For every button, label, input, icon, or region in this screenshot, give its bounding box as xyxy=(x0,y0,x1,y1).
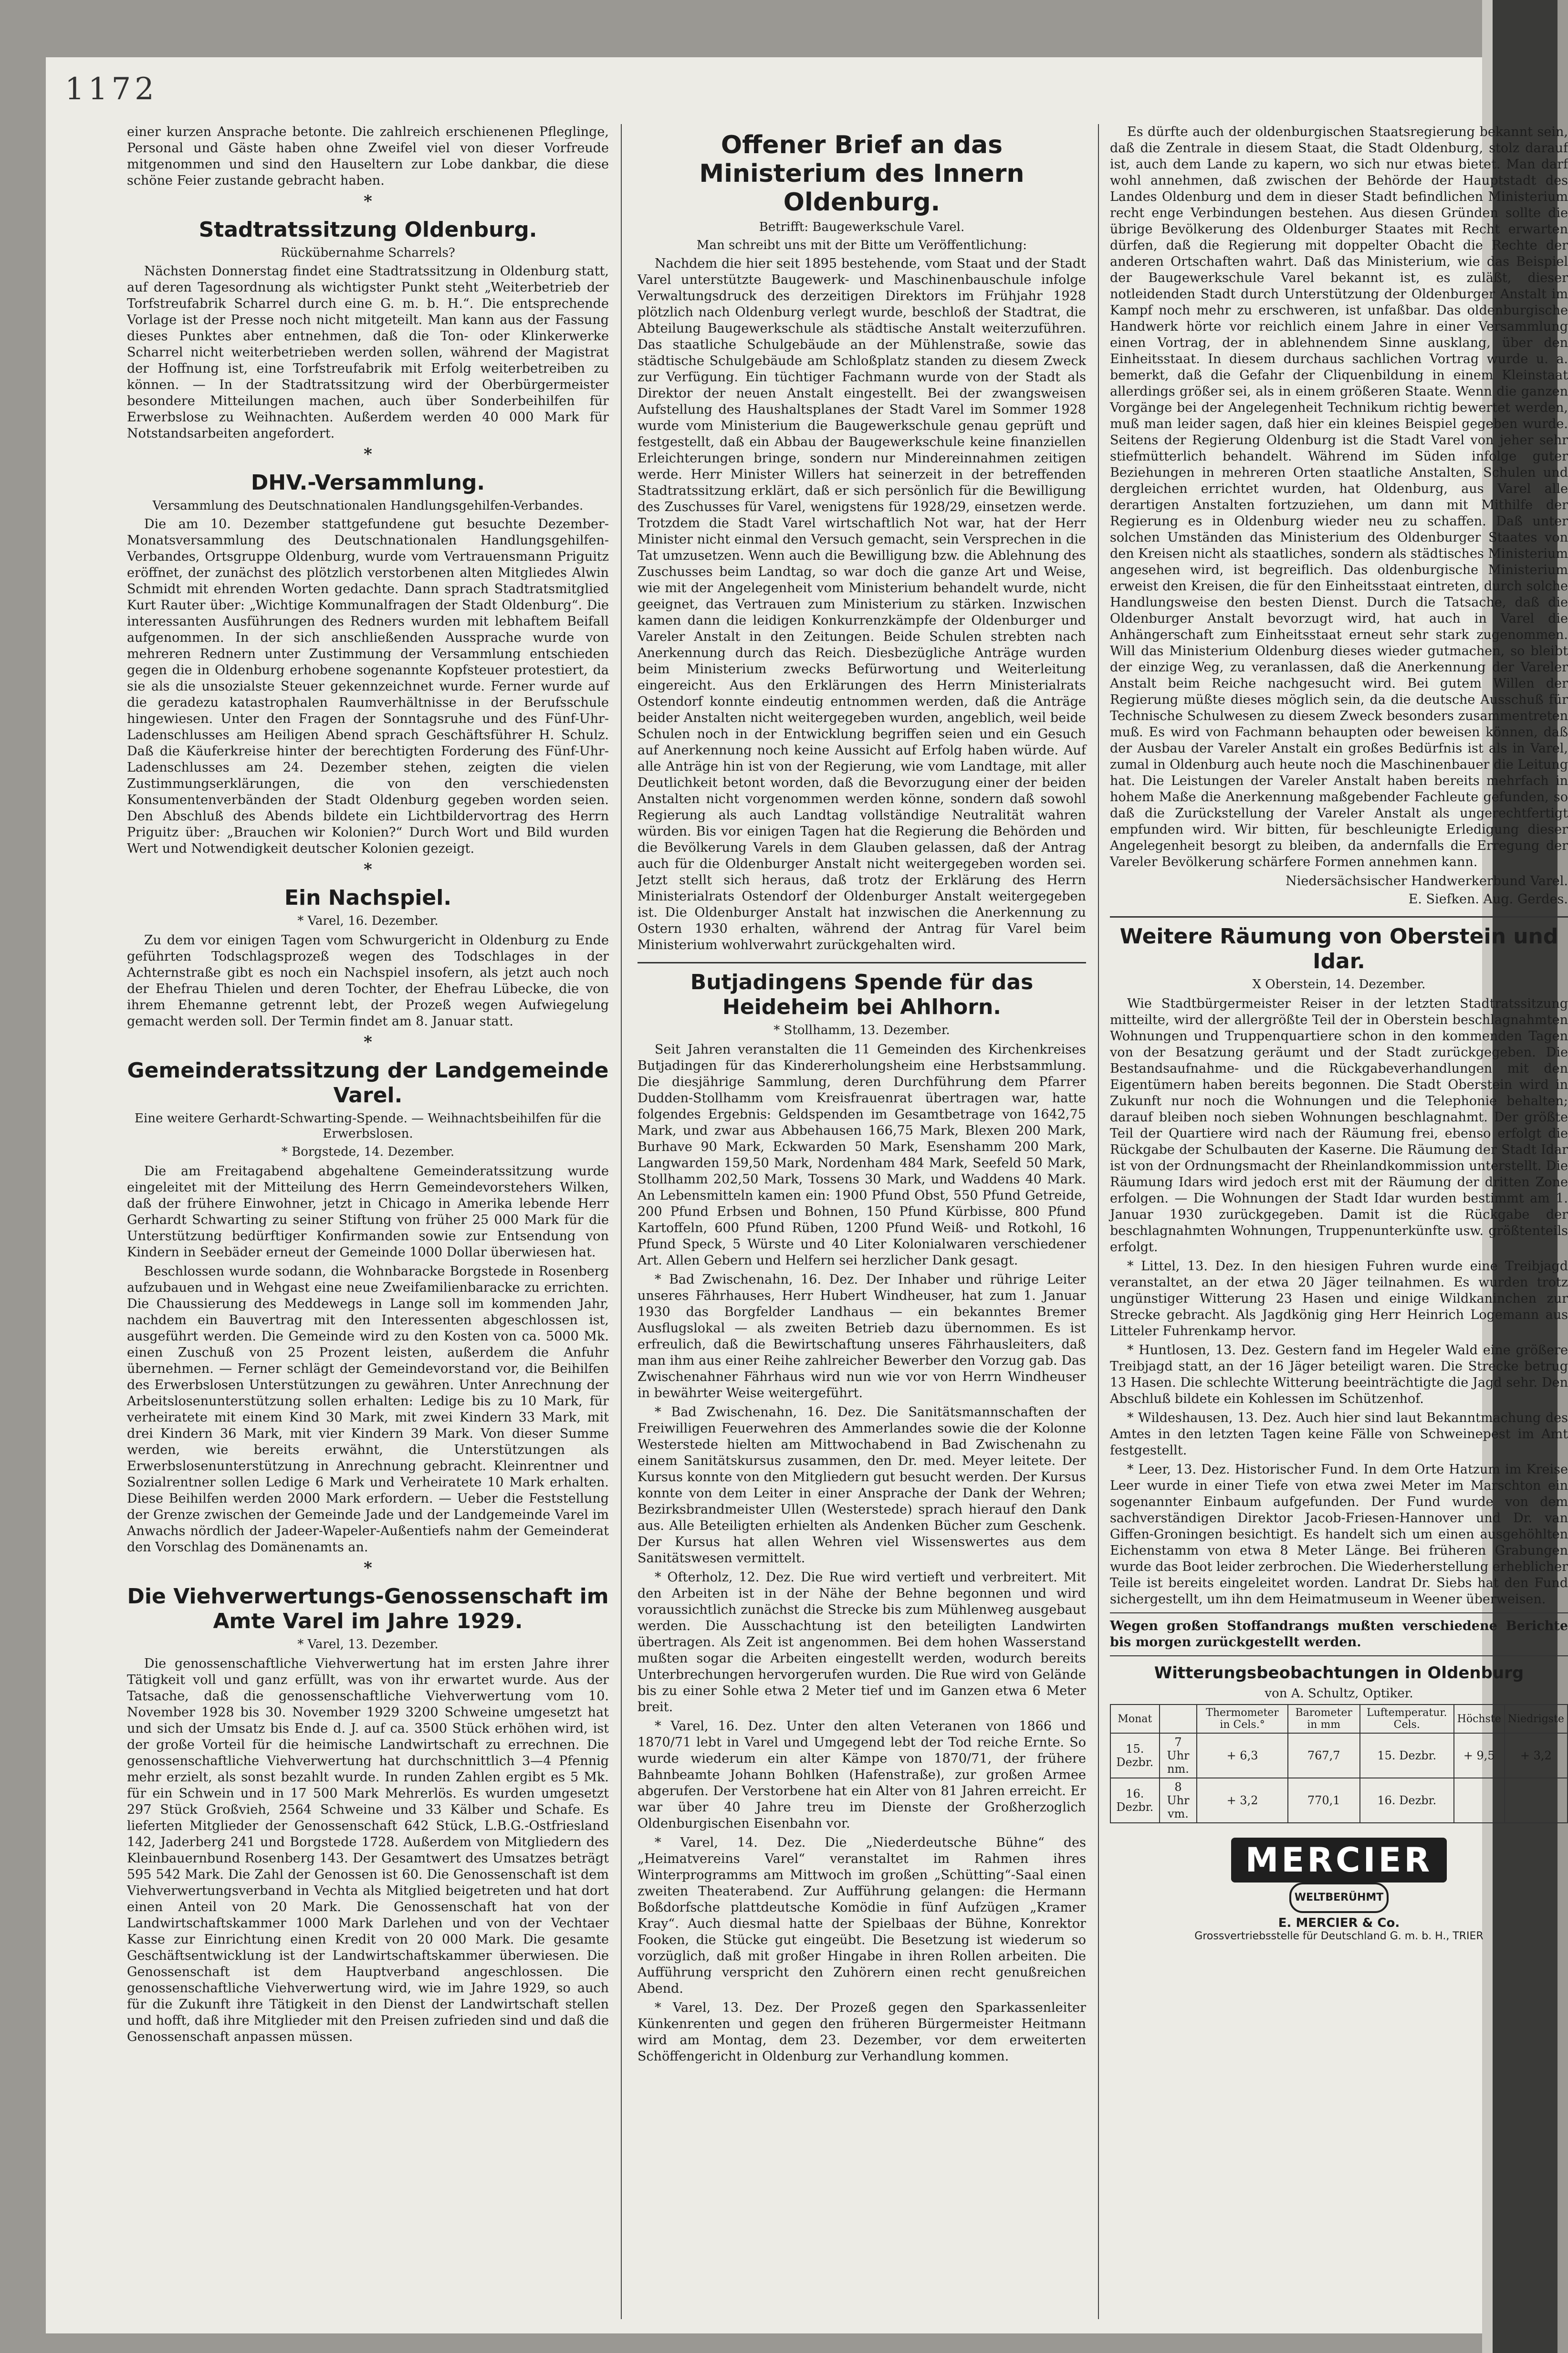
article-subtitle: Versammlung des Deutschnationalen Handlungsgehilfen-Verbandes. xyxy=(152,499,584,513)
weather-header-cell xyxy=(1160,1705,1197,1733)
weather-header-cell: Thermometer in Cels.° xyxy=(1197,1705,1287,1733)
weather-table xyxy=(1110,1704,1568,1823)
weather-header-cell: Luftemperatur. Cels. xyxy=(1360,1705,1454,1733)
weather-header-cell: Niedrigste xyxy=(1505,1705,1568,1733)
article-paragraph: * Varel, 16. Dez. Unter den alten Veteranen von 1866 und 1870/71 lebt in Varel und Umgegend lebt der Tod reiche Ernte. So wurde wiederum ein alter Kämpe von 1870/71, der frühere Bahnbeamte Johann Bohlken (Hafenstraße), zur großen Armee abgerufen. Der Verstorbene hat ein Alter von 81 Jahren erreicht. Er war über 40 Jahre treu im Dienste der Großherzoglich Oldenburgischen Eisenbahn vor. xyxy=(638,1719,1086,1831)
dateline: * Stollhamm, 13. Dezember. xyxy=(774,1023,950,1037)
article-title-dhv: DHV.-Versammlung. xyxy=(251,471,485,495)
table-cell xyxy=(1505,1778,1568,1823)
article-paragraph: * Leer, 13. Dez. Historischer Fund. In dem Orte Hatzum im Kreise Leer wurde in einer Tiefe von etwa zwei Meter im Marschton ein sogenannter Einbaum aufgefunden. Der Fund wurde von dem sachverständigen Direktor Jacob-Friesen-Hannover und Dr. van Giffen-Groningen besichtigt. Es handelt sich um einen ausgehöhlten Eichenstamm von etwa 8 Meter Länge. Bei früheren Grabungen wurde das Boot leider zerbrochen. Die Wiederherstellung erheblicher Teile ist bereits eingeleitet worden. Landrat Dr. Siebs hat den Fund sichergestellt, um ihn dem Heimatmuseum in Weener überweisen. xyxy=(1110,1462,1568,1607)
table-cell: 8 Uhr vm. xyxy=(1160,1778,1197,1823)
article-subtitle: Rückübernahme Scharrels? xyxy=(281,246,455,260)
article-paragraph: Nächsten Donnerstag findet eine Stadtratssitzung in Oldenburg statt, auf deren Tagesordnung als wichtigster Punkt steht „Weiterbetrieb der Torfstreufabrik Scharrel durch eine G. m. b. H.“. Die entsprechende Vorlage ist der Presse noch nicht mitgeteilt. Man kann aus der Fassung dieses Punktes aber entnehmen, daß die Ton- oder Klinkerwerke Scharrel nicht weiterbetrieben werden sollen, während der Magistrat der Hoffnung ist, eine Torfstreufabrik mit Erfolg weiterbetreiben zu können. — In der Stadtratssitzung wird der Oberbürgermeister besondere Mitteilungen machen, auch über Sonderbeihilfen für Erwerbslose zu Weihnachten. Außerdem werden 40 000 Mark für Notstandsarbeiten angefordert. xyxy=(127,264,609,441)
separator-star: * xyxy=(364,192,372,211)
table-cell: + 3,2 xyxy=(1505,1733,1568,1778)
table-cell: 7 Uhr nm. xyxy=(1160,1733,1197,1778)
section-divider xyxy=(638,962,1086,963)
article-paragraph: * Ofterholz, 12. Dez. Die Rue wird vertieft und verbreitert. Mit den Arbeiten ist in der Nähe der Behne begonnen und wird voraussichtlich zunächst die Strecke bis zum Mühlenweg ausgebaut werden. Die Ausschachtung ist den beteiligten Landwirten übertragen. Als Zeit ist angenommen. Bei dem hohen Wasserstand mußten sogar die Arbeiten eingestellt werden, wodurch bereits Unterbrechungen hervorgerufen wurden. Die Rue wird von Gelände bis zu einer Sohle etwa 2 Meter tief und im Ganzen etwa 6 Meter breit. xyxy=(638,1570,1086,1715)
table-cell: + 9,5 xyxy=(1454,1733,1505,1778)
article-paragraph: * Wildeshausen, 13. Dez. Auch hier sind laut Bekanntmachung des Amtes in den letzten Tagen keine Fälle von Schweinepest im Amt festgestellt. xyxy=(1110,1411,1568,1458)
article-title-vieh: Die Viehverwertungs-Genossenschaft im Amte Varel im Jahre 1929. xyxy=(127,1584,609,1633)
signature-names: E. Siefken. Aug. Gerdes. xyxy=(1408,892,1568,907)
separator-star: * xyxy=(364,445,372,464)
article-title-brief: Offener Brief an das Ministerium des Innern Oldenburg. xyxy=(699,131,1024,217)
article-subtitle: Eine weitere Gerhardt-Schwarting-Spende. — Weihnachtsbeihilfen für die Erwerbslosen. xyxy=(135,1111,601,1141)
weather-title: Witterungsbeobachtungen in Oldenburg xyxy=(1154,1663,1524,1683)
advertisement-company: E. MERCIER & Co. xyxy=(1278,1916,1400,1930)
article-paragraph: * Bad Zwischenahn, 16. Dez. Der Inhaber und rührige Leiter unseres Fährhauses, Herr Hubert Windheuser, hat zum 1. Januar 1930 das Borgfelder Landhaus — ein bekanntes Bremer Ausflugslokal — als zweiten Betrieb dazu übernommen. Es ist erfreulich, daß die Bewirtschaftung unseres Fährhausleiters, daß man ihm aus einer Reihe zahlreicher Bewerber den Vorzug gab. Das Zwischenahner Fährhaus wird nun wie vor von Herrn Windheuser in bewährter Weise weitergeführt. xyxy=(638,1272,1086,1401)
dateline: * Varel, 16. Dezember. xyxy=(297,914,439,928)
column-middle xyxy=(638,124,1086,2319)
signature-org: Niedersächsischer Handwerkerbund Varel. xyxy=(1286,874,1568,889)
article-paragraph: Es dürfte auch der oldenburgischen Staatsregierung bekannt sein, daß die Zentrale in diesem Staat, die Stadt Oldenburg, stolz darauf ist, auch dem Lande zu kapern, wo sich nur etwas bietet. Man darf wohl annehmen, daß zwischen der Behörde der Hauptstadt des Landes Oldenburg und dem in dieser Stadt befindlichen Ministerium recht enge Verbindungen bestehen. Aus diesen Gründen sollte die übrige Bevölkerung des Oldenburger Staates mit Recht erwarten dürfen, daß die Regierung mit doppelter Obacht die Rechte der anderen Ortschaften wahrt. Daß das Ministerium, wie das Beispiel der Baugewerkschule Varel bekannt ist, es zuläßt, dieser notleidenden Stadt durch Unterstützung der Oldenburger Anstalt im Kampf noch mehr zu erschweren, ist unfaßbar. Das oldenburgische Handwerk hörte vor reichlich einem Jahre in einer Versammlung einen Vortrag, der in ablehnendem Sinne ausklang, über den Einheitsstaat. In diesem durchaus sachlichen Vortrag wurde u. a. bemerkt, daß die Gefahr der Cliquenbildung in einem Kleinstaat allerdings größer sei, als in einem größeren Staate. Wenn die ganzen Vorgänge bei der Angelegenheit Technikum richtig bewertet werden, muß man leider sagen, daß hier ein kleines Beispiel gegeben wurde. Seitens der Regierung Oldenburg ist die Stadt Varel von jeher sehr stiefmütterlich behandelt. Während im Süden infolge guter Beziehungen in mehreren Orten staatliche Anstalten, Schulen und dergleichen errichtet wurden, hat Oldenburg, aus Varel alle derartigen Anstalten fortzuziehen, um dann mit Mithilfe der Regierung es in Oldenburg wieder neu zu schaffen. Daß unter solchen Umständen das Ministerium des Oldenburger Staates von den Kreisen nicht als staatliches, sondern als städtisches Ministerium angesehen wird, ist begreiflich. Das oldenburgische Ministerium erweist den Kreisen, die für den Einheitsstaat eintreten, durch solche Handlungsweise den besten Dienst. Durch die Tatsache, daß die Oldenburger Anstalt bevorzugt wird, hat auch in Varel die Anhängerschaft zum Einheitsstaat erneut sehr stark zugenommen. Will das Ministerium Oldenburg dieses wieder gutmachen, so bleibt der einzige Weg, zu veranlassen, daß die Anerkennung der Vareler Anstalt beim Reiche nachgesucht wird. Bei gutem Willen der Regierung müßte dieses möglich sein, da die deutsche Ausschuß für Technische Schulwesen zu diesem Zweck besonders zusammentreten muß. Es wird von Fachmann behaupten oder beweisen können, daß der Ausbau der Vareler Anstalt ein großes Bedürfnis ist als in Varel, zumal in Oldenburg auch heute noch die Maschinenbauer die Leitung hat. Die Leistungen der Vareler Anstalt haben bereits mehrfach in hohem Maße die Anerkennung maßgebender Fachleute gefunden, so daß die Zurückstellung der Vareler Anstalt als ungerechtfertigt empfunden wird. Wir bitten, für beschleunigte Erledigung dieser Angelegenheit besorgt zu bleiben, da andernfalls die Erregung der Vareler Bevölkerung schärfere Formen annehmen kann. xyxy=(1110,125,1568,869)
column-left xyxy=(127,124,609,2319)
column-rule xyxy=(621,124,622,2319)
article-title-gemeinderat: Gemeinderatssitzung der Landgemeinde Varel. xyxy=(127,1058,609,1108)
article-paragraph: Beschlossen wurde sodann, die Wohnbaracke Borgstede in Rosenberg aufzubauen und in Wehgast eine neue Zweifamilienbaracke zu errichten. Die Chaussierung des Meddewegs in Lange soll im kommenden Jahr, nachdem ein Bauvertrag mit den Interessenten abgeschlossen ist, ausgeführt werden. Die Gemeinde wird zu den Kosten von ca. 5000 Mk. einen Zuschuß von 25 Prozent leisten, außerdem die Anfuhr übernehmen. — Ferner schlägt der Gemeindevorstand vor, die Beihilfen des Erwerbslosen Unterstützungen zu gewähren. Unter Anrechnung der Arbeitslosenunterstützung sollen erhalten: Ledige bis zu 10 Mark, für verheiratete mit einem Kind 30 Mark, mit zwei Kindern 33 Mark, mit drei Kindern 36 Mark, mit vier Kindern 39 Mark. Von dieser Summe werden, wie bereits erwähnt, die Unterstützungen als Erwerbslosenunterstützung in Anrechnung gebracht. Kleinrentner und Sozialrentner sollen Ledige 6 Mark und Verheiratete 10 Mark erhalten. Diese Beihilfen werden 2000 Mark erfordern. — Ueber die Feststellung der Grenze zwischen der Gemeinde Jade und der Landgemeinde Varel im Anwachs nördlich der Jadeer-Wapeler-Außentiefs nahm der Gemeinderat den Vorschlag des Domänenamts an. xyxy=(127,1264,609,1555)
article-paragraph: Nachdem die hier seit 1895 bestehende, vom Staat und der Stadt Varel unterstützte Baugewerk- und Maschinenbauschule infolge Verwaltungsdruck des derzeitigen Direktors im Frühjahr 1928 plötzlich nach Oldenburg verlegt wurde, beschloß der Stadtrat, die Abteilung Baugewerkschule als städtische Anstalt weiterzuführen. Das staatliche Schulgebäude an der Mühlenstraße, sowie das städtische Schulgebäude am Schloßplatz standen zu diesem Zweck zur Verfügung. Ein tüchtiger Fachmann wurde von der Stadt als Direktor der neuen Anstalt eingestellt. Bei der zwangsweisen Aufstellung des Haushaltsplanes der Stadt Varel im Sommer 1928 wurde vom Ministerium die Baugewerkschule genau geprüft und festgestellt, daß ein Abbau der Baugewerkschule keine finanziellen Erleichterungen bringe, sondern nur Mindereinnahmen zeitigen werde. Herr Minister Willers hat seinerzeit in der betreffenden Stadtratssitzung erklärt, daß er sich persönlich für die Bewilligung des Zuschusses für Varel, wenigstens für 1928/29, einsetzen werde. Trotzdem die Stadt Varel wirtschaftlich Not war, hat der Herr Minister nicht einmal den Versuch gemacht, sein Versprechen in die Tat umzusetzen. Wenn auch die Bewilligung bzw. die Ablehnung des Zuschusses beim Landtag, so war doch die ganze Art und Weise, wie mit der Angelegenheit vom Ministerium behandelt wurde, nicht geeignet, das Vertrauen zum Ministerium zu stärken. Inzwischen kamen dann die leidigen Konkurrenzkämpfe der Oldenburger und Vareler Anstalt in den Zeitungen. Beide Schulen strebten nach Anerkennung durch das Reich. Diesbezügliche Anträge wurden beim Ministerium zwecks Befürwortung und Weiterleitung eingereicht. Aus den Erklärungen des Herrn Ministerialrats Ostendorf konnte eindeutig entnommen werden, daß die Anträge beider Anstalten nicht weitergegeben wurden, angeblich, weil beide Schulen noch in der Entwicklung begriffen seien und ein Gesuch auf Anerkennung noch keine Aussicht auf Erfolg haben würde. Auf alle Anträge hin ist von der Regierung, wie vom Landtage, mit aller Deutlichkeit betont worden, daß die Bevorzugung einer der beiden Anstalten nicht vorgenommen werden könne, sondern daß sowohl Regierung als auch Landtag vollständige Neutralität wahren würden. Bis vor einigen Tagen hat die Regierung die Behörden und die Bevölkerung Varels in dem Glauben gelassen, daß der Antrag auch für die Oldenburger Anstalt nicht weitergegeben worden sei. Jetzt stellt sich heraus, daß trotz der Erklärung des Herrn Ministerialrats Ostendorf der Oldenburger Anstalt weitergegeben ist. Die Oldenburger Anstalt hat inzwischen die Anerkennung zu Ostern 1930 erhalten, während der Antrag für Varel beim Ministerium wohlverwahrt zurückgehalten wird. xyxy=(638,256,1086,952)
table-cell: 15. Dezbr. xyxy=(1110,1733,1160,1778)
weather-header-row xyxy=(1110,1705,1568,1733)
advertisement-logo: MERCIER xyxy=(1231,1838,1447,1882)
weather-header-cell: Barometer in mm xyxy=(1288,1705,1360,1733)
intro-paragraph: einer kurzen Ansprache betonte. Die zahlreich erschienenen Pfleglinge, Personal und Gäste haben ohne Zweifel viel von dieser Vorfreude mitgenommen und sind den Hauseltern zur Lobe dankbar, die diese schöne Feier zustande gebracht haben. xyxy=(127,125,609,188)
editorial-notice: Wegen großen Stoffandrangs mußten verschiedene Berichte bis morgen zurückgestellt werden. xyxy=(1110,1619,1568,1650)
table-cell: 770,1 xyxy=(1288,1778,1360,1823)
article-paragraph: * Huntlosen, 13. Dez. Gestern fand im Hegeler Wald eine größere Treibjagd statt, an der 16 Jäger beteiligt waren. Die Strecke betrug 13 Hasen. Die schlechte Witterung beeinträchtigte die Jagd sehr. Den Abschluß bildete ein Kohlessen im Schützenhof. xyxy=(1110,1343,1568,1406)
article-paragraph: Die am Freitagabend abgehaltene Gemeinderatssitzung wurde eingeleitet mit der Mitteilung des Herrn Gemeindevorstehers Wilken, daß der frühere Einwohner, jetzt in Chicago in Amerika lebende Herr Gerhardt Schwarting zu seiner Stiftung von früher 25 000 Mark für die Unterstützung bedürftiger Konfirmanden sowie zur Entsendung von Kindern in Seebäder erneut der Gemeinde 1000 Dollar überwiesen hat. xyxy=(127,1164,609,1260)
separator-star: * xyxy=(364,1033,372,1052)
newspaper-page xyxy=(46,57,1568,2333)
table-cell: 16. Dezbr. xyxy=(1360,1778,1454,1823)
article-paragraph: * Varel, 13. Dez. Der Prozeß gegen den Sparkassenleiter Künkenrenten und gegen den früheren Bürgermeister Heitmann wird am Montag, dem 23. Dezember, vor dem erweiterten Schöffengericht in Oldenburg zur Verhandlung kommen. xyxy=(638,2000,1086,2064)
article-paragraph: * Littel, 13. Dez. In den hiesigen Fuhren wurde eine Treibjagd veranstaltet, an der etwa 20 Jäger teilnahmen. Es wurden trotz ungünstiger Witterung 23 Hasen und einige Wildkaninchen zur Strecke gebracht. Als Jagdkönig ging Herr Heinrich Logemann aus Litteler Fuhrenkamp hervor. xyxy=(1110,1259,1568,1339)
mercier-advertisement xyxy=(1191,1838,1487,1942)
table-cell: + 3,2 xyxy=(1197,1778,1287,1823)
article-subtitle: Betrifft: Baugewerkschule Varel. xyxy=(759,220,965,234)
dateline: * Borgstede, 14. Dezember. xyxy=(281,1145,455,1159)
page-number: 1172 xyxy=(65,72,158,107)
article-paragraph: Die genossenschaftliche Viehverwertung hat im ersten Jahre ihrer Tätigkeit voll und ganz erfüllt, was von ihr erwartet wurde. Aus der Tatsache, daß die genossenschaftliche Viehverwertung vom 10. November 1928 bis 30. November 1929 3200 Schweine umgesetzt hat und sich der Umsatz bis Ende d. J. auf ca. 3500 Stück erhöhen wird, ist der große Vorteil für die heimische Landwirtschaft zu errechnen. Die genossenschaftliche Viehverwertung hat durchschnittlich 3—4 Pfennig mehr erzielt, als sonst bezahlt wurde. In runden Zahlen ergibt es 5 Mk. für ein Schwein und in 17 500 Mark Mehrerlös. Es wurden umgesetzt 297 Stück Großvieh, 2564 Schweine und 33 Kälber und Schafe. Es lieferten Mitglieder der Genossenschaft 642 Stück, L.B.G.-Ostfriesland 142, Jaderberg 241 und Borgstede 1728. Außerdem von Mitgliedern des Kleinbauernbund Rosenberg 143. Der Gesamtwert des Umsatzes beträgt 595 542 Mark. Die Zahl der Genossen ist 60. Die Genossenschaft ist dem Viehverwertungsverband in Vechta als Mitglied beigetreten und hat dort einen Anteil von 20 Mark. Die Genossenschaft hat von der Landwirtschaftskammer 1000 Mark Darlehen und von der Vechtaer Kasse zur Einrichtung einen Kredit von 20 000 Mark. Die gesamte Geschäftsentwicklung ist der Landwirtschaftskammer überwiesen. Die Genossenschaft ist dem Hauptverband angeschlossen. Die genossenschaftliche Viehverwertung wird, wie im Jahre 1929, so auch für die Zukunft ihre Tätigkeit in den Dienst der Landwirtschaft stellen und hofft, daß ihre Mitglieder mit den Preisen zufrieden sind und daß die Genossenschaft anpassen müssen. xyxy=(127,1656,609,2044)
dateline: * Varel, 13. Dezember. xyxy=(297,1637,439,1652)
table-cell: 15. Dezbr. xyxy=(1360,1733,1454,1778)
article-paragraph: Wie Stadtbürgermeister Reiser in der letzten Stadtratssitzung mitteilte, wird der allergrößte Teil der in Oberstein beschlagnahmten Wohnungen und Truppenquartiere schon in den kommenden Tagen von der Besatzung geräumt und der Stadt zurückgegeben. Die Bestandsaufnahme- und die Rückgabeverhandlungen mit den Eigentümern haben bereits begonnen. Die Stadt Oberstein wird in Zukunft nur noch die Wohnungen und die Telephonie behalten; darauf bleiben noch sieben Wohnungen beschlagnahmt. Der größte Teil der Quartiere wird nach der Räumung frei, ebenso erfolgt die Rückgabe der Schulbauten der Kaserne. Die Räumung der Stadt Idar ist von der Ordnungsmacht der Rheinlandkommission unterstellt. Die Räumung Idars wird jedoch erst mit der Räumung der dritten Zone erfolgen. — Die Wohnungen der Stadt Idar wurden bestimmt am 1. Januar 1930 zurückgegeben. Damit ist die Rückgabe der beschlagnahmten Wohnungen, Truppenunterkünfte usw. größtenteils erfolgt. xyxy=(1110,996,1568,1255)
article-subtitle: Man schreibt uns mit der Bitte um Veröffentlichung: xyxy=(696,238,1027,252)
table-cell: + 6,3 xyxy=(1197,1733,1287,1778)
table-cell xyxy=(1454,1778,1505,1823)
article-title-raeumung: Weitere Räumung von Oberstein und Idar. xyxy=(1119,924,1558,973)
column-rule xyxy=(1098,124,1099,2319)
table-row xyxy=(1110,1778,1568,1823)
bottle-icon: WELTBERÜHMT xyxy=(1289,1882,1389,1913)
article-title-stadtrat: Stadtratssitzung Oldenburg. xyxy=(199,218,537,242)
separator-star: * xyxy=(364,1558,372,1578)
dateline: X Oberstein, 14. Dezember. xyxy=(1252,977,1426,992)
column-right xyxy=(1110,124,1568,2319)
advertisement-line: Grossvertriebsstelle für Deutschland G. m. b. H., TRIER xyxy=(1194,1930,1484,1942)
article-paragraph: * Bad Zwischenahn, 16. Dez. Die Sanitätsmannschaften der Freiwilligen Feuerwehren des Ammerlandes sowie die der Kolonne Westerstede hielten am Mittwochabend in Bad Zwischenahn zu einem Sanitätskursus zusammen, den Dr. med. Meyer leitete. Der Kursus konnte von den Mitgliedern gut besucht werden. Der Kursus konnte von dem Leiter in einer Ansprache der Dank der Wehren; Bezirksbrandmeister Ullen (Westerstede) sprach hierauf den Dank aus. Alle Beteiligten erhielten als Andenken Bücher zum Geschenk. Der Kursus hat allen Wehren viel Wissenswertes aus dem Sanitätswesen vermittelt. xyxy=(638,1405,1086,1566)
article-paragraph: Seit Jahren veranstalten die 11 Gemeinden des Kirchenkreises Butjadingen für das Kindererholungsheim eine Herbstsammlung. Die diesjährige Sammlung, deren Durchführung dem Pfarrer Dudden-Stollhamm vom Kreisfrauenrat übertragen war, hatte folgendes Ergebnis: Geldspenden im Gesamtbetrage von 1642,75 Mark, und zwar aus Abbehausen 166,75 Mark, Blexen 200 Mark, Burhave 90 Mark, Eckwarden 50 Mark, Esenshamm 200 Mark, Langwarden 159,50 Mark, Nordenham 484 Mark, Seefeld 50 Mark, Stollhamm 202,50 Mark, Tossens 30 Mark, und Waddens 40 Mark. An Lebensmitteln kamen ein: 1900 Pfund Obst, 550 Pfund Getreide, 200 Pfund Erbsen und Bohnen, 150 Pfund Kürbisse, 800 Pfund Kartoffeln, 600 Pfund Rüben, 1200 Pfund Weiß- und Rotkohl, 16 Pfund Speck, 5 Würste und 40 Liter Kolonialwaren verschiedener Art. Allen Gebern und Helfern sei herzlicher Dank gesagt. xyxy=(638,1042,1086,1268)
weather-header-cell: Monat xyxy=(1110,1705,1160,1733)
article-title-nachspiel: Ein Nachspiel. xyxy=(284,886,452,910)
section-divider xyxy=(1110,1612,1568,1613)
table-cell: 16. Dezbr. xyxy=(1110,1778,1160,1823)
separator-star: * xyxy=(364,860,372,879)
table-cell: 767,7 xyxy=(1288,1733,1360,1778)
section-divider xyxy=(1110,1655,1568,1656)
article-paragraph: Zu dem vor einigen Tagen vom Schwurgericht in Oldenburg zu Ende geführten Todschlagsprozeß wegen des Todschlages in der Achternstraße gibt es noch ein Nachspiel insofern, als jetzt auch noch der Ehefrau Thielen und deren Tochter, der Ehefrau Lübecke, die von ihrem Ehemanne getrennt lebt, der Prozeß wegen Aufwiegelung gemacht werden soll. Der Termin findet am 8. Januar statt. xyxy=(127,933,609,1029)
weather-byline: von A. Schultz, Optiker. xyxy=(1265,1686,1413,1701)
article-title-butjadingen: Butjadingens Spende für das Heideheim bei Ahlhorn. xyxy=(690,970,1034,1019)
weather-header-cell: Höchste xyxy=(1454,1705,1505,1733)
table-row xyxy=(1110,1733,1568,1778)
article-paragraph: * Varel, 14. Dez. Die „Niederdeutsche Bühne“ des „Heimatvereins Varel“ veranstaltet im Rahmen ihres Winterprogramms am Mittwoch im großen „Schütting“-Saal einen zweiten Theaterabend. Zur Aufführung gelangen: die Hermann Boßdorfsche plattdeutsche Komödie in fünf Aufzügen „Kramer Kray“. Auch diesmal hatte der Spielbaas der Bühne, Konrektor Fooken, die Stücke gut eingeübt. Die Besetzung ist wiederum so vorzüglich, daß mit großer Hingabe in ihren Rollen arbeiten. Die Aufführung verspricht den Zuhörern einen recht genußreichen Abend. xyxy=(638,1835,1086,1996)
article-paragraph: Die am 10. Dezember stattgefundene gut besuchte Dezember-Monatsversammlung des Deutschnationalen Handlungsgehilfen-Verbandes, Ortsgruppe Oldenburg, wurde vom Vertrauensmann Priguitz eröffnet, der zunächst des plötzlich verstorbenen alten Mitgliedes Alwin Schmidt mit ehrenden Worten gedachte. Dann sprach Stadtratsmitglied Kurt Rauter über: „Wichtige Kommunalfragen der Stadt Oldenburg“. Die interessanten Ausführungen des Redners wurden mit lebhaftem Beifall aufgenommen. In der sich anschließenden Aussprache wurde von mehreren Rednern unter Zustimmung der Versammlung entschieden gegen die in Oldenburg erhobene sogenannte Kopfsteuer protestiert, da sie als die unsozialste Steuer gekennzeichnet wurde. Ferner wurde auf die geradezu katastrophalen Raumverhältnisse in der Berufsschule hingewiesen. Unter den Fragen der Sonntagsruhe und des Fünf-Uhr-Ladenschlusses am Heiligen Abend sprach Geschäftsführer H. Schulz. Daß die Käuferkreise hinter der berechtigten Forderung des Fünf-Uhr-Ladenschlusses am 24. Dezember stehen, zeigten die vielen Zustimmungserklärungen, die von den verschiedensten Konsumentenverbänden der Stadt Oldenburg gegeben worden seien. Den Abschluß des Abends bildete ein Lichtbildervortrag des Herrn Priguitz über: „Brauchen wir Kolonien?“ Durch Wort und Bild wurden Wert und Notwendigkeit deutscher Kolonien gezeigt. xyxy=(127,517,609,856)
section-divider xyxy=(1110,916,1568,918)
